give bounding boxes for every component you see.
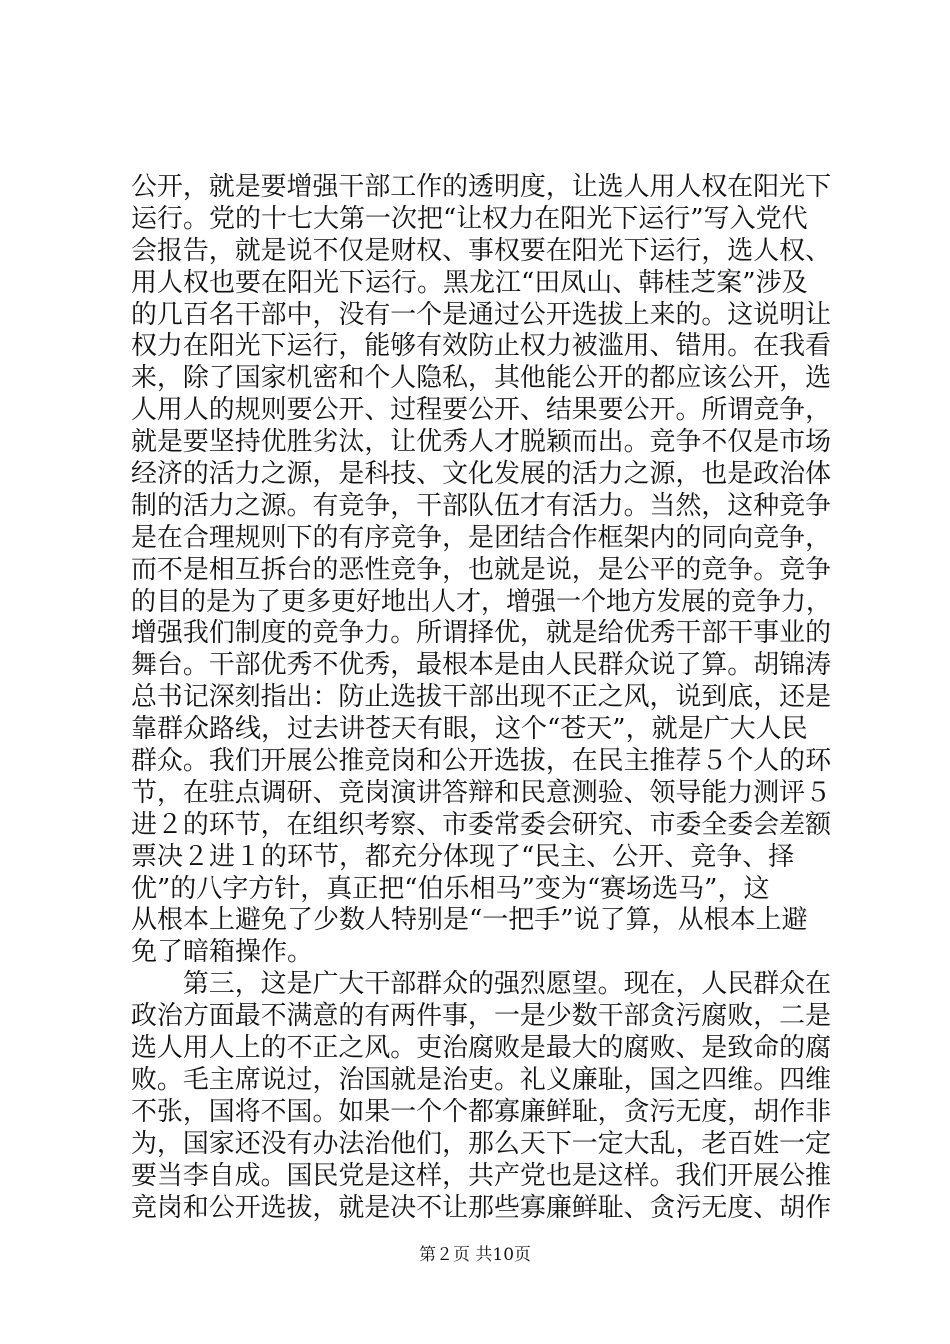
text-line: 败。毛主席说过，治国就是治吏。礼义廉耻，国之四维。四维 [131,1064,832,1095]
text-line: 从根本上避免了少数人特别是“一把手”说了算，从根本上避 [131,905,808,936]
text-line: 而不是相互拆台的恶性竞争，也就是说，是公平的竞争。竞争 [131,554,832,585]
text-line: 政治方面最不满意的有两件事，一是少数干部贪污腐败，二是 [131,1001,832,1032]
text-line: 的几百名干部中，没有一个是通过公开选拔上来的。这说明让 [131,299,832,330]
text-line: 不张，国将不国。如果一个个都寡廉鲜耻，贪污无度，胡作非 [131,1096,832,1127]
text-line: 增强我们制度的竞争力。所谓择优，就是给优秀干部干事业的 [131,618,832,649]
text-line: 要当李自成。国民党是这样，共产党也是这样。我们开展公推 [131,1160,832,1191]
page-footer: 第２页 共10页 [418,1245,532,1265]
text-line: 靠群众路线，过去讲苍天有眼，这个“苍天”，就是广大人民 [131,714,808,745]
text-line: 第三，这是广大干部群众的强烈愿望。现在，人民群众在 [131,969,832,1000]
text-line: 免了暗箱操作。 [131,937,314,968]
text-line: 选人用人上的不正之风。吏治腐败是最大的腐败、是致命的腐 [131,1033,832,1064]
text-line: 节，在驻点调研、竞岗演讲答辩和民意测验、领导能力测评５ [131,777,832,808]
text-line: 总书记深刻指出：防止选拔干部出现不正之风，说到底，还是 [131,682,832,713]
text-line: 群众。我们开展公推竞岗和公开选拔，在民主推荐５个人的环 [131,746,832,777]
text-line: 经济的活力之源，是科技、文化发展的活力之源，也是政治体 [131,459,832,490]
text-line: 制的活力之源。有竞争，干部队伍才有活力。当然，这种竞争 [131,490,832,521]
text-line: 是在合理规则下的有序竞争，是团结合作框架内的同向竞争， [131,522,832,553]
body-text [131,172,831,1224]
text-line: 舞台。干部优秀不优秀，最根本是由人民群众说了算。胡锦涛 [131,650,832,681]
text-line: 人用人的规则要公开、过程要公开、结果要公开。所谓竞争， [131,395,832,426]
text-line: 的目的是为了更多更好地出人才，增强一个地方发展的竞争力， [131,586,832,617]
text-line: 竞岗和公开选拔，就是决不让那些寡廉鲜耻、贪污无度、胡作 [131,1192,832,1223]
text-line: 来，除了国家机密和个人隐私，其他能公开的都应该公开，选 [131,363,832,394]
text-line: 为，国家还没有办法治他们，那么天下一定大乱，老百姓一定 [131,1128,832,1159]
text-line: 用人权也要在阳光下运行。黑龙江“田凤山、韩桂芝案”涉及 [131,267,808,298]
text-line: 会报告，就是说不仅是财权、事权要在阳光下运行，选人权、 [131,235,832,266]
text-line: 票决２进１的环节，都充分体现了“民主、公开、竞争、择 [131,841,795,872]
text-line: 进２的环节，在组织考察、市委常委会研究、市委全委会差额 [131,809,832,840]
text-line: 就是要坚持优胜劣汰，让优秀人才脱颖而出。竞争不仅是市场 [131,427,832,458]
text-line: 公开，就是要增强干部工作的透明度，让选人用人权在阳光下 [131,172,832,202]
text-line: 运行。党的十七大第一次把“让权力在阳光下运行”写入党代 [131,203,808,234]
text-line: 优”的八字方针，真正把“伯乐相马”变为“赛场选马”，这 [131,873,770,904]
text-line: 权力在阳光下运行，能够有效防止权力被滥用、错用。在我看 [131,331,832,362]
